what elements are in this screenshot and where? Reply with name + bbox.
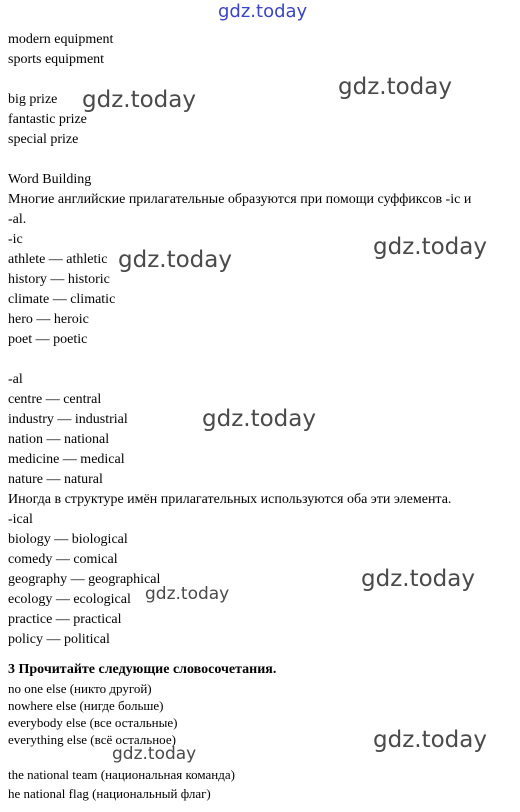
word-pair: medicine — medical xyxy=(8,452,125,467)
watermark: gdz.today xyxy=(338,74,452,100)
word-pair: history — historic xyxy=(8,272,110,287)
word-pair: poet — poetic xyxy=(8,332,88,347)
word-pair: biology — biological xyxy=(8,532,128,547)
word-pair: practice — practical xyxy=(8,612,122,627)
text-line: modern equipment xyxy=(8,32,114,47)
suffix-label: -ic xyxy=(8,232,23,247)
word-pair: policy — political xyxy=(8,632,110,647)
word-pair: athlete — athletic xyxy=(8,252,108,267)
text-line: fantastic prize xyxy=(8,112,87,127)
watermark: gdz.today xyxy=(82,87,196,113)
word-pair: comedy — comical xyxy=(8,552,118,567)
watermark: gdz.today xyxy=(373,234,487,260)
phrase-line: the national team (национальная команда) xyxy=(8,767,235,782)
watermark: gdz.today xyxy=(361,566,475,592)
watermark: gdz.today xyxy=(202,406,316,432)
watermark: gdz.today xyxy=(118,247,232,273)
suffix-label: -al xyxy=(8,372,23,387)
word-pair: industry — industrial xyxy=(8,412,128,427)
text-line: sports equipment xyxy=(8,52,105,67)
text-line: Иногда в структуре имён прилагательных используются оба эти элемента. xyxy=(8,492,452,507)
phrase-line: everything else (всё остальное) xyxy=(8,732,176,747)
exercise-heading: 3 Прочитайте следующие словосочетания. xyxy=(8,662,277,677)
watermark-top: gdz.today xyxy=(218,1,308,22)
word-pair: hero — heroic xyxy=(8,312,89,327)
word-pair: climate — climatic xyxy=(8,292,116,307)
phrase-line: everybody else (все остальные) xyxy=(8,715,178,730)
word-pair: nation — national xyxy=(8,432,110,447)
watermark: gdz.today xyxy=(112,744,197,764)
word-pair: nature — natural xyxy=(8,472,103,487)
phrase-line: nowhere else (нигде больше) xyxy=(8,698,164,713)
phrase-line: no one else (никто другой) xyxy=(8,681,152,696)
section-heading: Word Building xyxy=(8,172,92,187)
text-line: big prize xyxy=(8,92,58,107)
suffix-label: -ical xyxy=(8,512,33,527)
watermark: gdz.today xyxy=(373,727,487,753)
text-line: -al. xyxy=(8,212,27,227)
watermark: gdz.today xyxy=(145,584,230,604)
word-pair: centre — central xyxy=(8,392,102,407)
word-pair: geography — geographical xyxy=(8,572,161,587)
word-pair: ecology — ecological xyxy=(8,592,131,607)
text-line: special prize xyxy=(8,132,79,147)
text-line: Многие английские прилагательные образуются при помощи суффиксов -ic и xyxy=(8,192,472,207)
phrase-line: he national flag (национальный флаг) xyxy=(8,786,211,801)
